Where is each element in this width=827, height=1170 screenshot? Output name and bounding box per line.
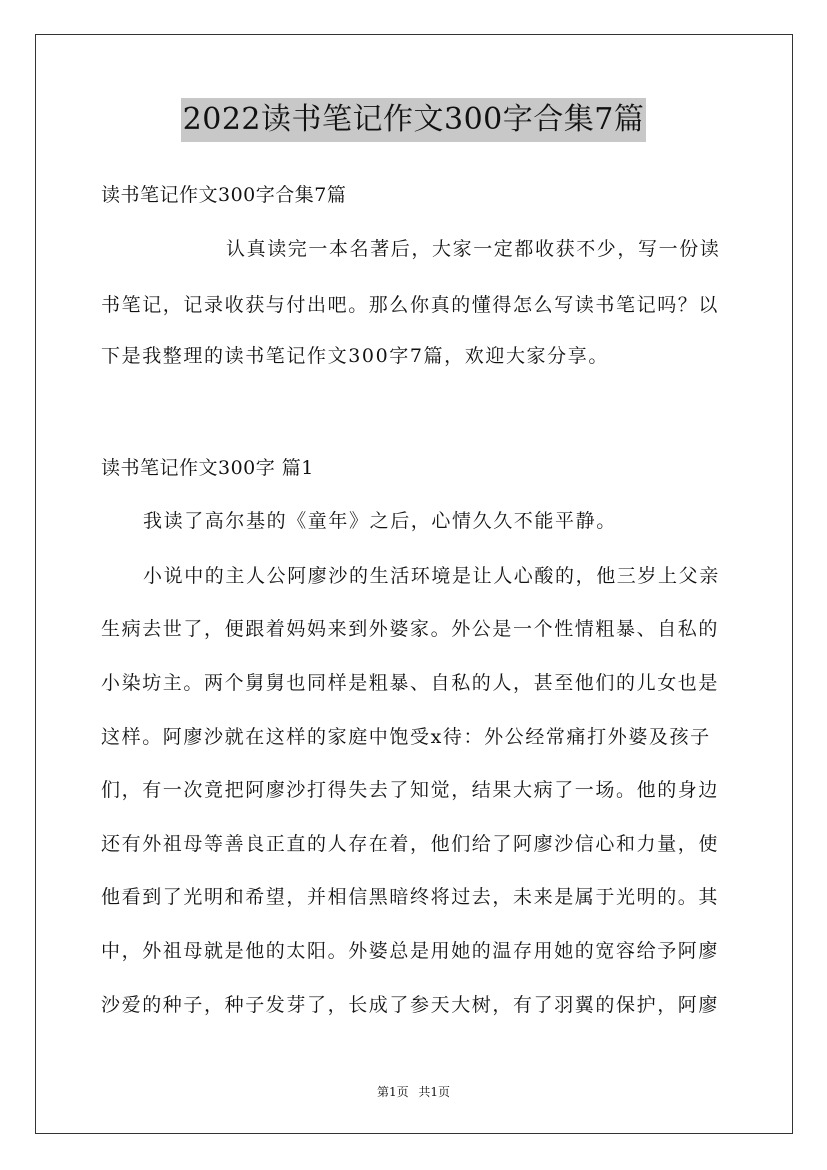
body-line-4: 小染坊主。两个舅舅也同样是粗暴、自私的人，甚至他们的儿女也是 [101, 672, 720, 694]
page-total: 共1页 [418, 1085, 451, 1099]
page-number: 第1页 [376, 1085, 409, 1099]
body-line-7: 还有外祖母等善良正直的人存在着，他们给了阿廖沙信心和力量，使 [101, 833, 720, 855]
body-line-3: 生病去世了，便跟着妈妈来到外婆家。外公是一个性情粗暴、自私的 [101, 618, 720, 640]
intro-line-3: 下是我整理的读书笔记作文300字7篇，欢迎大家分享。 [101, 345, 609, 367]
intro-line-1: 认真读完一本名著后，大家一定都收获不少，写一份读 [226, 238, 721, 260]
intro-line-2: 书笔记，记录收获与付出吧。那么你真的懂得怎么写读书笔记吗？以 [101, 294, 720, 316]
body-line-8: 他看到了光明和希望，并相信黑暗终将过去，未来是属于光明的。其 [101, 886, 720, 908]
body-line-6: 们，有一次竟把阿廖沙打得失去了知觉，结果大病了一场。他的身边 [101, 779, 720, 801]
body-line-2: 小说中的主人公阿廖沙的生活环境是让人心酸的，他三岁上父亲 [143, 565, 720, 587]
document-subtitle: 读书笔记作文300字合集7篇 [101, 184, 347, 206]
title-container [0, 98, 827, 142]
body-line-1: 我读了高尔基的《童年》之后，心情久久不能平静。 [143, 510, 617, 532]
body-line-9: 中，外祖母就是他的太阳。外婆总是用她的温存用她的宽容给予阿廖 [101, 940, 720, 962]
document-title: 2022读书笔记作文300字合集7篇 [181, 98, 647, 142]
section-heading: 读书笔记作文300字 篇1 [101, 457, 314, 479]
body-line-5: 这样。阿廖沙就在这样的家庭中饱受x待：外公经常痛打外婆及孩子 [101, 726, 711, 748]
page-footer [0, 1084, 827, 1100]
body-line-10: 沙爱的种子，种子发芽了，长成了参天大树，有了羽翼的保护，阿廖 [101, 994, 720, 1016]
